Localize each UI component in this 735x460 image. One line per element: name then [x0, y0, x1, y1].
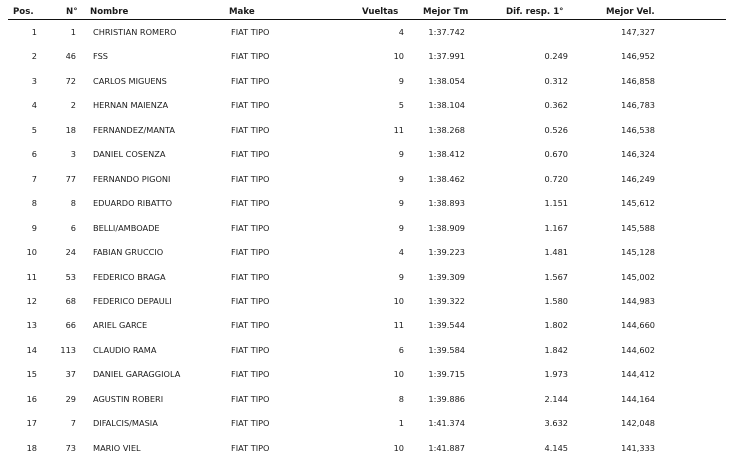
cell-car-number: 37: [65, 369, 76, 380]
cell-best-speed: 144,983: [621, 295, 655, 306]
table-row: [0, 313, 735, 337]
cell-best-speed: 147,327: [621, 27, 655, 37]
cell-car-number: 68: [65, 295, 76, 306]
table-row: [0, 93, 735, 117]
cell-car-number: 113: [60, 344, 76, 355]
cell-best-time: 1:38.054: [428, 75, 465, 86]
table-row: [0, 191, 735, 215]
cell-car-number: 53: [65, 271, 76, 282]
table-row: [0, 69, 735, 93]
cell-car-number: 18: [65, 124, 76, 135]
cell-best-time: 1:37.742: [428, 27, 465, 37]
cell-laps: 4: [398, 27, 404, 37]
cell-position: 12: [26, 295, 37, 306]
cell-best-time: 1:38.412: [428, 149, 465, 160]
cell-driver-name: AGUSTIN ROBERI: [93, 393, 164, 404]
cell-make: FIAT TIPO: [231, 51, 270, 62]
cell-best-speed: 145,612: [621, 198, 655, 209]
cell-make: FIAT TIPO: [231, 149, 270, 160]
cell-best-time: 1:41.374: [428, 418, 465, 429]
cell-laps: 9: [398, 222, 404, 233]
cell-position: 10: [26, 247, 37, 258]
header-best-time: Mejor Tm: [423, 7, 469, 17]
cell-best-time: 1:39.223: [428, 247, 465, 258]
header-make: Make: [229, 7, 255, 17]
cell-laps: 5: [398, 100, 404, 111]
cell-position: 13: [26, 320, 37, 331]
cell-best-speed: 145,002: [621, 271, 655, 282]
cell-make: FIAT TIPO: [231, 369, 270, 380]
header-difference: Dif. resp. 1°: [506, 7, 564, 17]
cell-laps: 9: [398, 75, 404, 86]
header-name: Nombre: [90, 7, 129, 17]
cell-difference: 0.720: [544, 173, 568, 184]
cell-driver-name: MARIO VIEL: [93, 442, 141, 453]
cell-make: FIAT TIPO: [231, 173, 270, 184]
cell-position: 14: [26, 344, 37, 355]
cell-best-time: 1:39.886: [428, 393, 465, 404]
cell-make: FIAT TIPO: [231, 320, 270, 331]
cell-make: FIAT TIPO: [231, 344, 270, 355]
cell-car-number: 6: [70, 222, 76, 233]
cell-car-number: 46: [65, 51, 76, 62]
cell-driver-name: DANIEL GARAGGIOLA: [93, 369, 181, 380]
cell-position: 2: [31, 51, 37, 62]
cell-position: 18: [26, 442, 37, 453]
table-row: [0, 44, 735, 68]
header-best-speed: Mejor Vel.: [606, 7, 655, 17]
cell-best-speed: 146,952: [621, 51, 655, 62]
cell-laps: 1: [398, 418, 404, 429]
cell-difference: 1.151: [544, 198, 568, 209]
table-row: [0, 411, 735, 435]
table-row: [0, 338, 735, 362]
cell-best-speed: 144,412: [621, 369, 655, 380]
cell-best-time: 1:39.322: [428, 295, 465, 306]
cell-best-speed: 146,538: [621, 124, 655, 135]
cell-position: 16: [26, 393, 37, 404]
table-row: [0, 240, 735, 264]
cell-laps: 11: [393, 320, 404, 331]
cell-best-speed: 144,660: [621, 320, 655, 331]
cell-difference: 0.249: [544, 51, 568, 62]
header-laps: Vueltas: [362, 7, 399, 17]
cell-best-time: 1:38.909: [428, 222, 465, 233]
cell-laps: 9: [398, 198, 404, 209]
cell-laps: 9: [398, 173, 404, 184]
cell-position: 6: [31, 149, 37, 160]
cell-difference: 2.144: [544, 393, 568, 404]
cell-laps: 10: [393, 442, 404, 453]
cell-best-speed: 144,164: [621, 393, 655, 404]
cell-make: FIAT TIPO: [231, 418, 270, 429]
cell-driver-name: FABIAN GRUCCIO: [93, 247, 164, 258]
cell-laps: 11: [393, 124, 404, 135]
table-row: [0, 265, 735, 289]
cell-best-speed: 146,249: [621, 173, 655, 184]
cell-laps: 9: [398, 149, 404, 160]
cell-position: 17: [26, 418, 37, 429]
cell-car-number: 29: [65, 393, 76, 404]
cell-best-time: 1:39.544: [428, 320, 465, 331]
cell-make: FIAT TIPO: [231, 295, 270, 306]
table-row: [0, 118, 735, 142]
cell-position: 5: [31, 124, 37, 135]
cell-difference: 0.312: [544, 75, 568, 86]
cell-car-number: 77: [65, 173, 76, 184]
cell-best-speed: 142,048: [621, 418, 655, 429]
cell-difference: 1.973: [544, 369, 568, 380]
cell-best-time: 1:38.268: [428, 124, 465, 135]
cell-driver-name: FEDERICO DEPAULI: [93, 295, 172, 306]
cell-position: 1: [31, 27, 37, 37]
cell-best-speed: 145,588: [621, 222, 655, 233]
cell-driver-name: BELLI/AMBOADE: [93, 222, 160, 233]
cell-difference: 4.145: [544, 442, 568, 453]
cell-position: 8: [31, 198, 37, 209]
cell-best-time: 1:41.887: [428, 442, 465, 453]
cell-make: FIAT TIPO: [231, 442, 270, 453]
cell-make: FIAT TIPO: [231, 247, 270, 258]
cell-best-speed: 141,333: [621, 442, 655, 453]
table-row: [0, 167, 735, 191]
cell-best-time: 1:38.462: [428, 173, 465, 184]
cell-driver-name: FERNANDO PIGONI: [93, 173, 171, 184]
cell-driver-name: CLAUDIO RAMA: [93, 344, 157, 355]
cell-difference: 1.580: [544, 295, 568, 306]
cell-driver-name: DANIEL COSENZA: [93, 149, 166, 160]
cell-driver-name: FSS: [93, 51, 108, 62]
cell-car-number: 24: [65, 247, 76, 258]
cell-difference: 0.526: [544, 124, 568, 135]
cell-car-number: 1: [70, 27, 76, 37]
cell-car-number: 3: [70, 149, 76, 160]
cell-position: 11: [26, 271, 37, 282]
cell-car-number: 72: [65, 75, 76, 86]
cell-car-number: 66: [65, 320, 76, 331]
cell-best-time: 1:39.309: [428, 271, 465, 282]
cell-laps: 10: [393, 295, 404, 306]
cell-driver-name: EDUARDO RIBATTO: [93, 198, 173, 209]
cell-difference: 1.802: [544, 320, 568, 331]
cell-car-number: 8: [70, 198, 76, 209]
header-number: N°: [66, 7, 78, 17]
cell-laps: 10: [393, 369, 404, 380]
cell-laps: 9: [398, 271, 404, 282]
cell-make: FIAT TIPO: [231, 100, 270, 111]
table-row: [0, 436, 735, 460]
table-row: [0, 387, 735, 411]
header-pos: Pos.: [13, 7, 34, 17]
cell-car-number: 73: [65, 442, 76, 453]
cell-laps: 8: [398, 393, 404, 404]
cell-laps: 10: [393, 51, 404, 62]
cell-make: FIAT TIPO: [231, 393, 270, 404]
cell-make: FIAT TIPO: [231, 271, 270, 282]
cell-make: FIAT TIPO: [231, 75, 270, 86]
cell-difference: 1.481: [544, 247, 568, 258]
cell-laps: 6: [398, 344, 404, 355]
cell-difference: 1.167: [544, 222, 568, 233]
cell-difference: 1.567: [544, 271, 568, 282]
cell-best-speed: 146,783: [621, 100, 655, 111]
cell-position: 4: [31, 100, 37, 111]
cell-driver-name: CHRISTIAN ROMERO: [93, 27, 177, 37]
cell-difference: 3.632: [544, 418, 568, 429]
table-row: [0, 216, 735, 240]
table-row: [0, 362, 735, 386]
cell-position: 7: [31, 173, 37, 184]
cell-driver-name: HERNAN MAIENZA: [93, 100, 169, 111]
cell-laps: 4: [398, 247, 404, 258]
cell-difference: 1.842: [544, 344, 568, 355]
table-row: [0, 289, 735, 313]
cell-best-time: 1:39.715: [428, 369, 465, 380]
cell-position: 9: [31, 222, 37, 233]
cell-difference: [526, 20, 568, 44]
cell-make: FIAT TIPO: [231, 222, 270, 233]
cell-driver-name: DIFALCIS/MASIA: [93, 418, 158, 429]
cell-make: FIAT TIPO: [231, 124, 270, 135]
cell-position: 3: [31, 75, 37, 86]
cell-best-time: 1:37.991: [428, 51, 465, 62]
cell-driver-name: FEDERICO BRAGA: [93, 271, 166, 282]
cell-best-speed: 144,602: [621, 344, 655, 355]
cell-best-speed: 145,128: [621, 247, 655, 258]
cell-position: 15: [26, 369, 37, 380]
table-row: [0, 20, 735, 44]
cell-best-time: 1:39.584: [428, 344, 465, 355]
cell-best-time: 1:38.104: [428, 100, 465, 111]
cell-car-number: 7: [70, 418, 76, 429]
cell-driver-name: CARLOS MIGUENS: [93, 75, 167, 86]
cell-make: FIAT TIPO: [231, 198, 270, 209]
cell-make: FIAT TIPO: [231, 27, 270, 37]
cell-best-time: 1:38.893: [428, 198, 465, 209]
cell-difference: 0.670: [544, 149, 568, 160]
cell-difference: 0.362: [544, 100, 568, 111]
cell-car-number: 2: [70, 100, 76, 111]
table-row: [0, 142, 735, 166]
cell-best-speed: 146,858: [621, 75, 655, 86]
cell-driver-name: FERNANDEZ/MANTA: [93, 124, 176, 135]
cell-driver-name: ARIEL GARCE: [93, 320, 148, 331]
cell-best-speed: 146,324: [621, 149, 655, 160]
